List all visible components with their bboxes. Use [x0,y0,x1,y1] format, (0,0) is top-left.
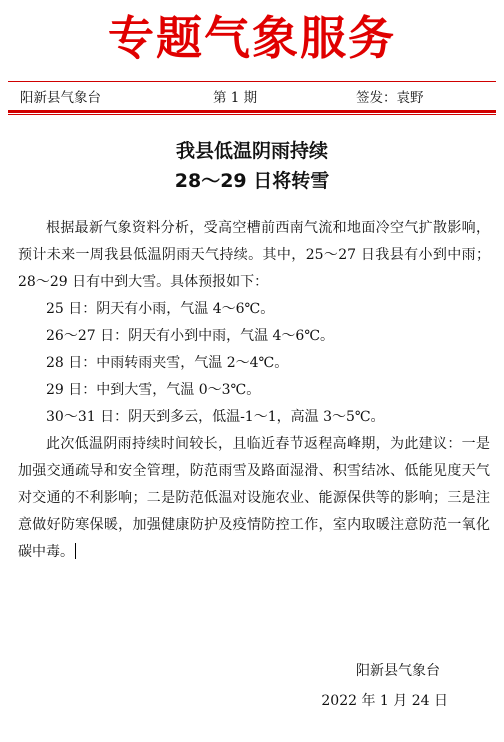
forecast-line: 25 日：阴天有小雨，气温 4～6℃。 [46,301,275,317]
masthead-rule-bottom [8,114,496,115]
signature-date: 2022 年 1 月 24 日 [321,693,448,709]
article-body [18,215,490,566]
headline-line-1: 我县低温阴雨持续 [175,140,328,162]
masthead-title: 专题气象服务 [108,11,396,65]
signature-office: 阳新县气象台 [356,663,440,679]
meta-office: 阳新县气象台 [20,90,101,106]
intro-paragraph: 根据最新气象资料分析，受高空槽前西南气流和地面冷空气扩散影响，预计未来一周我县低温阴雨天气持续。其中，25～27 日我县有小到中雨；28～29 日有中到大雪。具体预报如下： [18,220,490,290]
headline-line-2: 28～29 日将转雪 [174,170,330,192]
forecast-line: 30～31 日：阴天到多云，低温-1～1，高温 3～5℃。 [46,409,385,425]
advice-paragraph [18,431,490,566]
meta-signer: 签发：袁野 [356,90,424,106]
masthead-rule-top [8,81,496,82]
text-cursor [75,543,76,559]
forecast-line: 29 日：中到大雪，气温 0～3℃。 [46,382,261,398]
advice-text: 此次低温阴雨持续时间较长，且临近春节返程高峰期，为此建议：一是加强交通疏导和安全管理，防范雨雪及路面湿滑、积雪结冰、低能见度天气对交通的不利影响；二是防范低温对设施农业、能源保供等的影响；三是注意做好防寒保暖，加强健康防护及疫情防控工作，室内取暖注意防范一氧化碳中毒。 [18,436,490,560]
forecast-line: 26～27 日：阴天有小到中雨，气温 4～6℃。 [46,328,335,344]
meta-issue-number: 第 1 期 [213,90,258,106]
masthead-rule-thick [8,110,496,113]
forecast-line: 28 日：中雨转雨夹雪，气温 2～4℃。 [46,355,289,371]
